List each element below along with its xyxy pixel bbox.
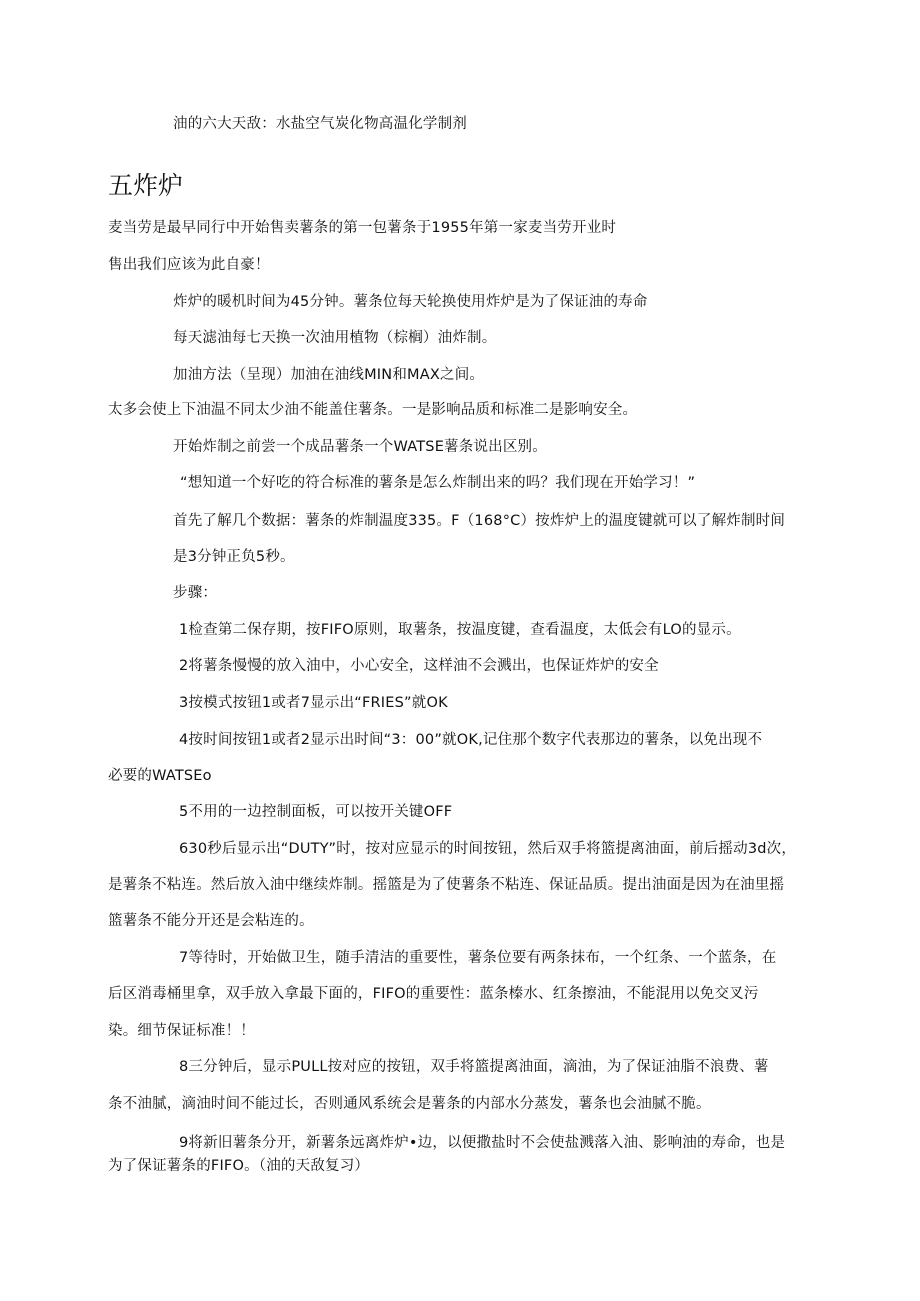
step-line: 7等待时，开始做卫生，随手清洁的重要性，薯条位要有两条抹布，一个红条、一个蓝条，在: [179, 950, 777, 966]
step-line: 染。细节保证标准！！: [108, 1023, 255, 1039]
paragraph-line: 每天滤油每七天换一次油用植物（棕榈）油炸制。: [173, 330, 497, 346]
step-line: 630秒后显示出“DUTY”时，按对应显示的时间按钮，然后双手将篮提离油面，前后摇动3d次，: [179, 841, 797, 857]
enemies-line: 油的六大天敌：水盐空气炭化物高温化学制剂: [173, 116, 467, 132]
section-heading: 五炸炉: [108, 171, 184, 200]
paragraph-line: 炸炉的暖机时间为45分钟。薯条位每天轮换使用炸炉是为了保证油的寿命: [173, 294, 648, 310]
paragraph-line: 麦当劳是最早同行中开始售卖薯条的第一包薯条于1955年第一家麦当劳开业时: [108, 220, 617, 236]
step-line: 2将薯条慢慢的放入油中，小心安全，这样油不会溅出，也保证炸炉的安全: [179, 658, 659, 674]
step-line: 是薯条不粘连。然后放入油中继续炸制。摇篮是为了使薯条不粘连、保证品质。提出油面是因为在油里摇: [108, 877, 785, 893]
paragraph-line: 是3分钟正负5秒。: [173, 549, 295, 565]
step-line: 8三分钟后，显示PULL按对应的按钮，双手将篮提离油面，滴油，为了保证油脂不浪费、薯: [179, 1059, 769, 1075]
step-line: 篮薯条不能分开还是会粘连的。: [108, 913, 314, 929]
step-line: 条不油腻，滴油时间不能过长，否则通风系统会是薯条的内部水分蒸发，薯条也会油腻不脆。: [108, 1096, 711, 1112]
step-line: 必要的WATSEo: [108, 768, 212, 784]
paragraph-line: 加油方法（呈现）加油在油线MIN和MAX之间。: [173, 367, 485, 383]
step-line: 5不用的一边控制面板，可以按开关键OFF: [179, 804, 453, 820]
step-line: 1检查第二保存期，按FIFO原则，取薯条，按温度键，查看温度，太低会有LO的显示。: [179, 622, 741, 638]
step-line: 4按时间按钮1或者2显示出时间“3：00”就OK,记住那个数字代表那边的薯条，以免出现不: [179, 732, 763, 748]
steps-label: 步骤：: [173, 585, 218, 601]
step-line: 3按模式按钮1或者7显示出“FRIES”就OK: [179, 695, 448, 711]
step-line: 后区消毒桶里拿，双手放入拿最下面的，FIFO的重要性：蓝条榛水、红条擦油，不能混用以免交叉污: [108, 986, 759, 1002]
step-line: 为了保证薯条的FIFO。（油的天敌复习）: [108, 1158, 370, 1174]
paragraph-line: 首先了解几个数据：薯条的炸制温度335。F（168°C）按炸炉上的温度键就可以了解炸制时间: [173, 513, 786, 529]
paragraph-line: 太多会使上下油温不同太少油不能盖住薯条。一是影响品质和标准二是影响安全。: [108, 402, 638, 418]
paragraph-line: 开始炸制之前尝一个成品薯条一个WATSE薯条说出区别。: [173, 439, 547, 455]
step-line: 9将新旧薯条分开，新薯条远离炸炉•边，以便撒盐时不会使盐溅落入油、影响油的寿命，也是: [179, 1135, 786, 1151]
quote-line: “想知道一个好吃的符合标准的薯条是怎么炸制出来的吗？我们现在开始学习！”: [180, 475, 696, 491]
paragraph-line: 售出我们应该为此自豪！: [108, 257, 270, 273]
